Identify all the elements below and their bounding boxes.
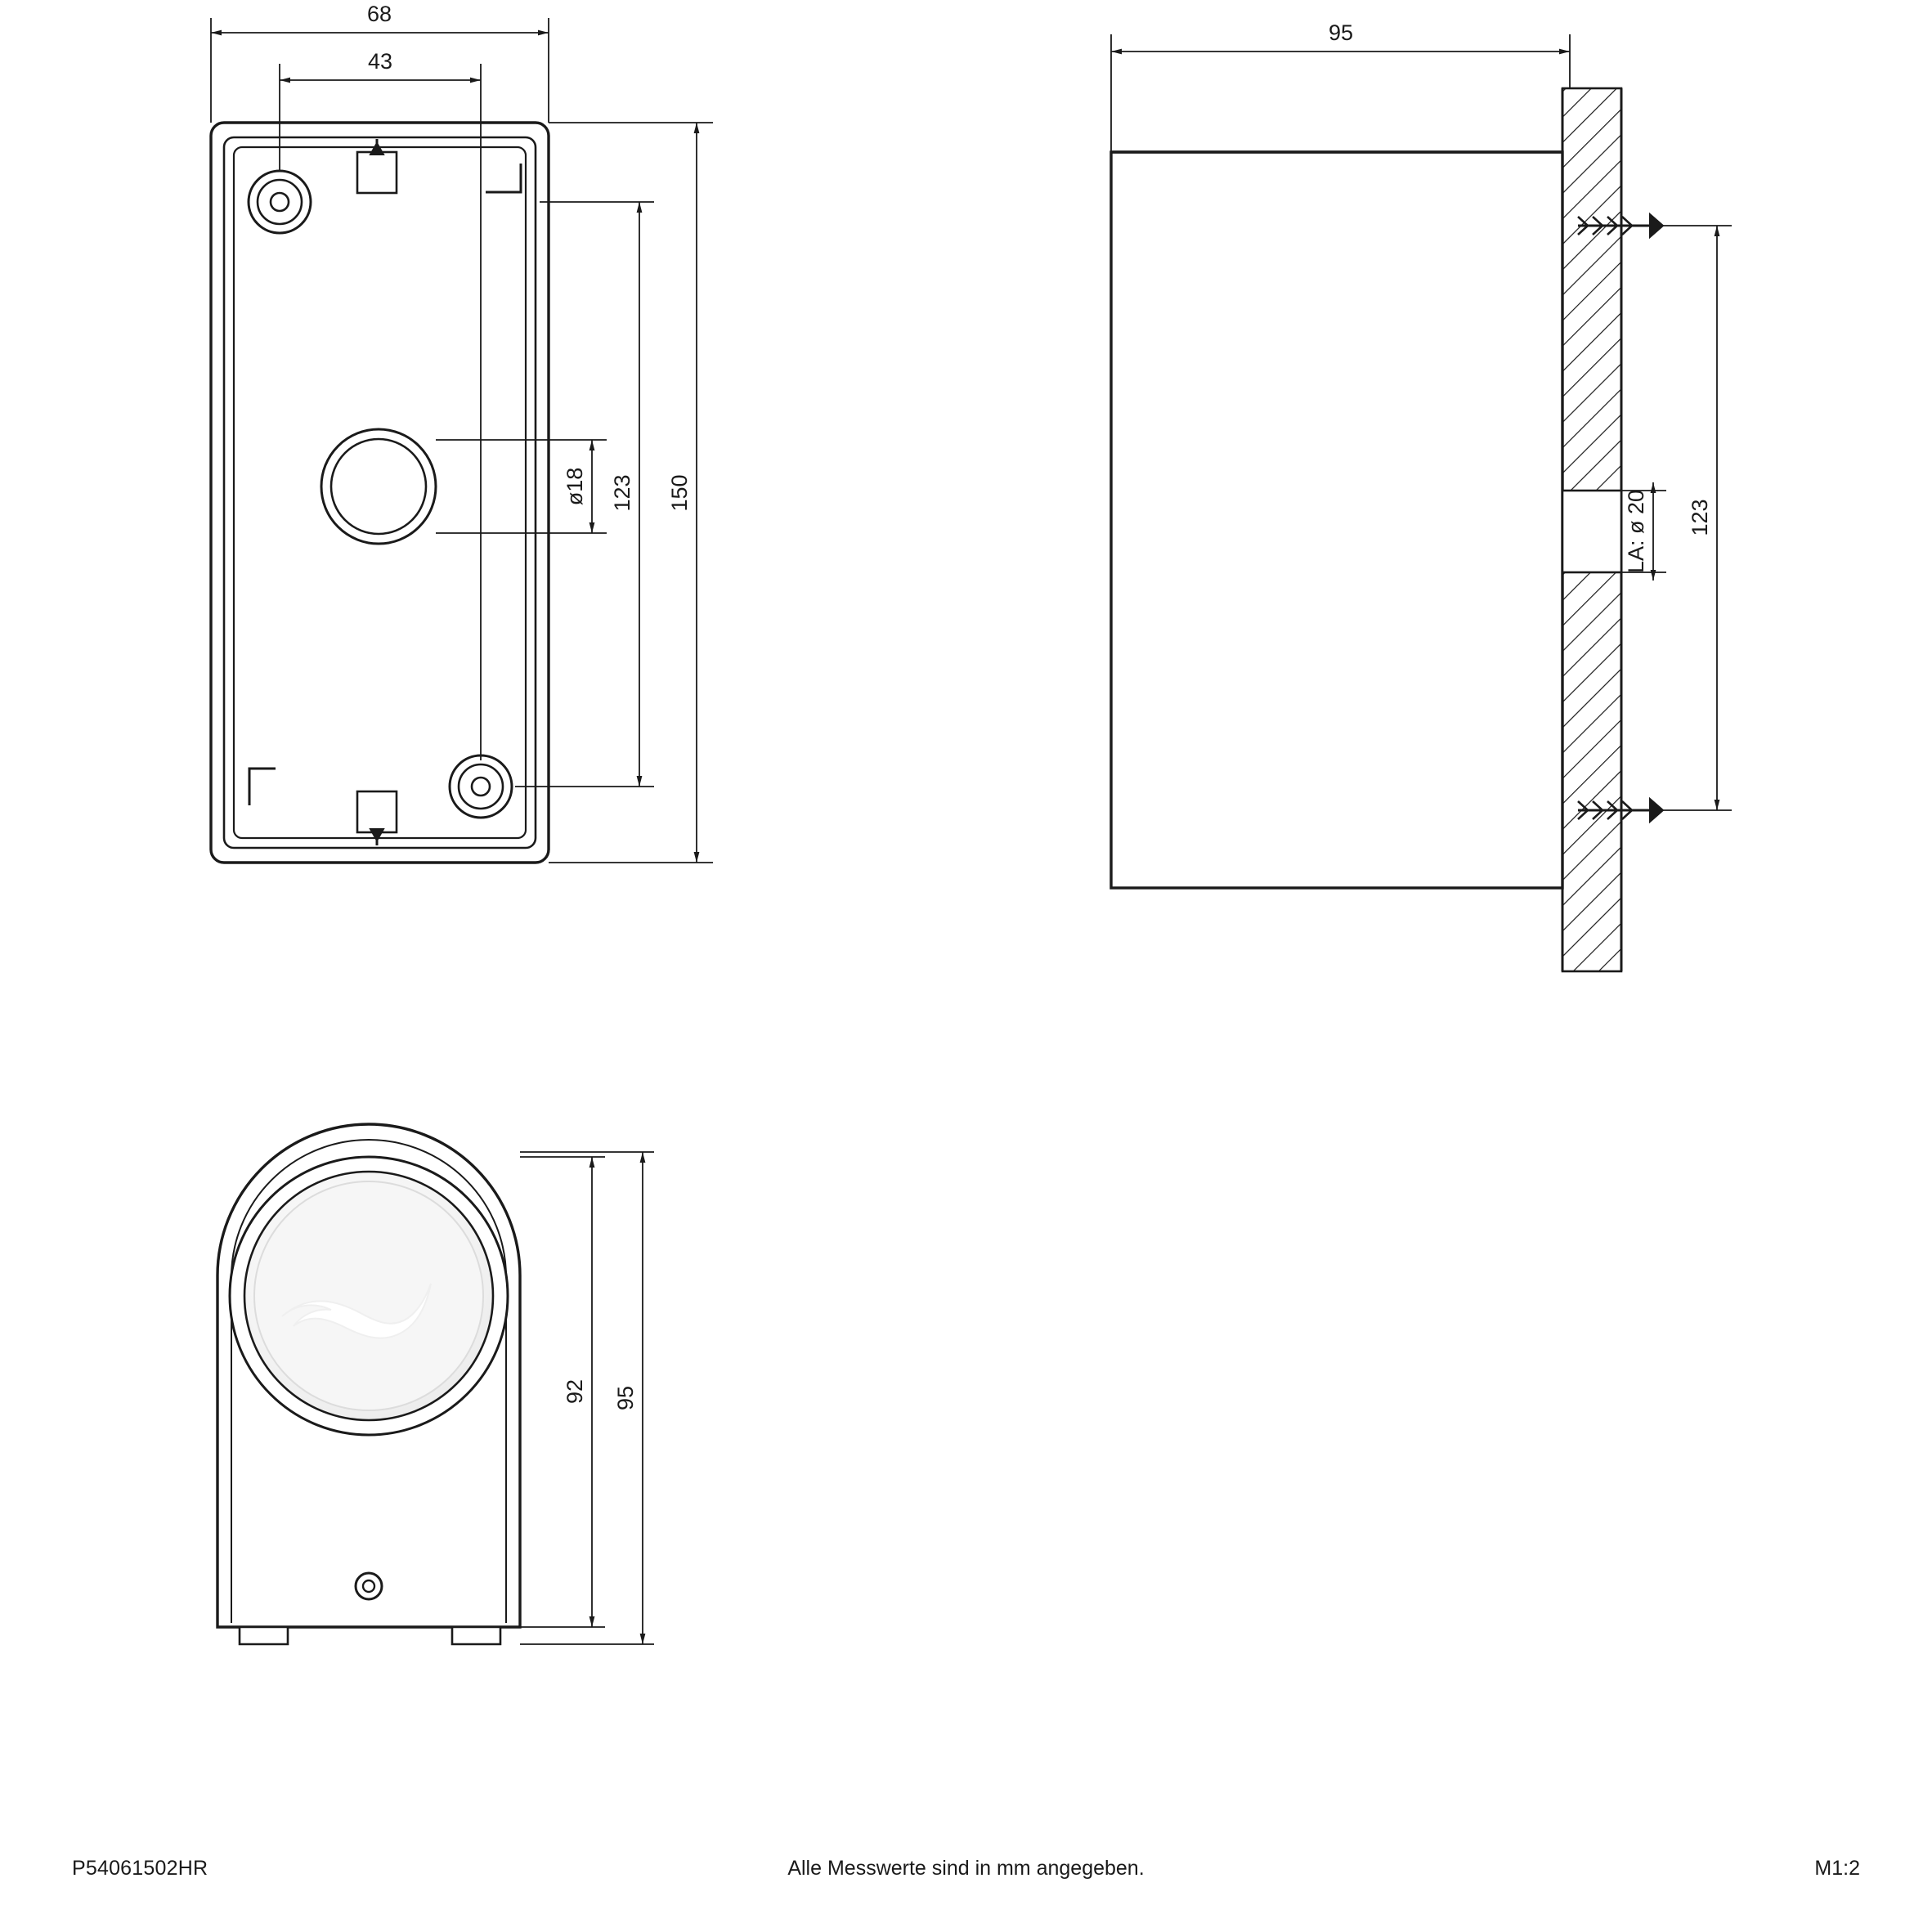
drawing-footer xyxy=(0,1834,1932,1932)
lens-glass xyxy=(254,1181,483,1410)
dim-label-92: 92 xyxy=(563,1378,587,1405)
wall-section-view xyxy=(1111,20,1732,971)
clip-tab-top xyxy=(357,152,397,193)
dim-label-d18: ø18 xyxy=(563,467,587,506)
wall-outlet-opening xyxy=(1562,491,1621,572)
dimension-body-95 xyxy=(520,1152,654,1644)
front-view xyxy=(217,1124,654,1644)
back-plate-view xyxy=(211,2,713,863)
mount-hole-top xyxy=(271,193,289,211)
dimension-lens-92 xyxy=(520,1157,605,1627)
foot-left xyxy=(240,1627,288,1644)
dim-label-95f: 95 xyxy=(613,1385,638,1411)
front-fixing-screw-hole xyxy=(363,1580,374,1592)
dim-label-123: 123 xyxy=(610,474,634,512)
dim-label-la20: LA: ø 20 xyxy=(1624,489,1648,574)
article-code: P54061502HR xyxy=(72,1857,208,1880)
screw-top-head xyxy=(1650,214,1663,237)
units-note: Alle Messwerte sind in mm angegeben. xyxy=(787,1857,1145,1880)
dim-label-150: 150 xyxy=(667,474,692,512)
clip-tab-bottom xyxy=(357,791,397,832)
dimension-depth-95 xyxy=(1111,20,1570,152)
dim-label-68: 68 xyxy=(366,2,392,26)
dim-label-95: 95 xyxy=(1328,20,1354,45)
scale-label: M1:2 xyxy=(1814,1857,1860,1880)
screw-bottom-head xyxy=(1650,799,1663,822)
luminaire-body-side xyxy=(1111,152,1562,888)
dimension-screw-spacing-123 xyxy=(1663,226,1732,810)
mount-hole-bottom xyxy=(472,778,490,796)
dimension-wall-outlet xyxy=(1621,482,1666,580)
foot-right xyxy=(452,1627,500,1644)
dim-label-123-sect: 123 xyxy=(1688,499,1712,536)
dim-label-43: 43 xyxy=(367,49,393,74)
cable-entry-inner xyxy=(331,439,426,534)
